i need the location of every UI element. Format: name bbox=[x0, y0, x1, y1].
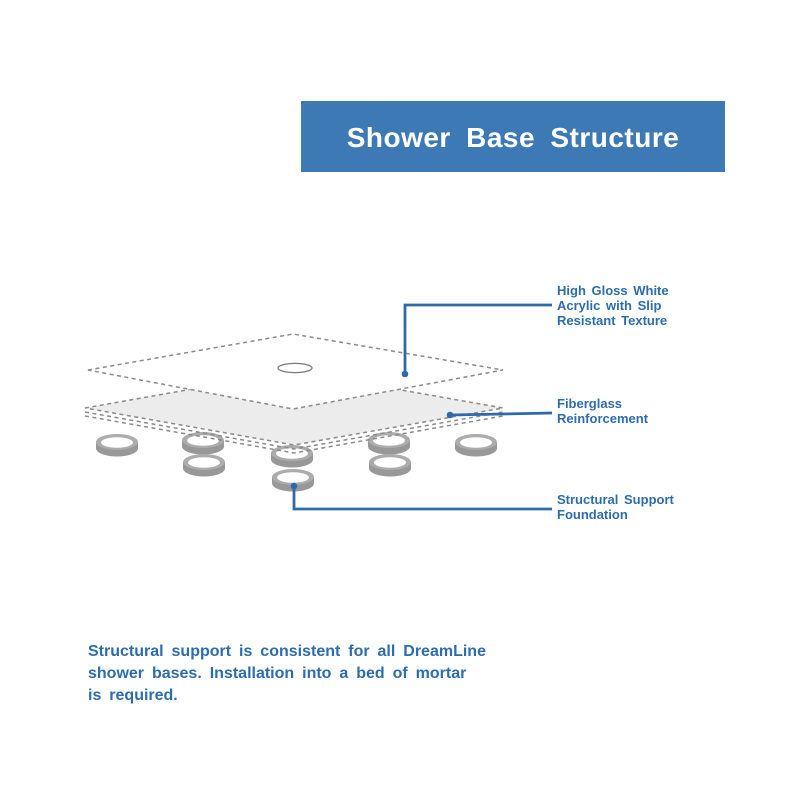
foundation-label-line: Foundation bbox=[557, 507, 628, 523]
support-ring bbox=[455, 434, 497, 457]
acrylic-callout-dot bbox=[402, 371, 409, 378]
title-banner bbox=[301, 101, 725, 172]
support-ring bbox=[183, 454, 225, 477]
acrylic-label-line: High Gloss White bbox=[557, 283, 669, 298]
support-ring bbox=[96, 434, 138, 457]
foundation-callout-dot bbox=[291, 483, 298, 490]
footer-note-line: Structural support is consistent for all DreamLine bbox=[88, 643, 486, 660]
acrylic-label bbox=[557, 283, 669, 329]
acrylic-label-line: Acrylic with Slip bbox=[557, 298, 662, 314]
footer-note-line: is required. bbox=[88, 687, 178, 704]
fiberglass-label-line: Reinforcement bbox=[557, 411, 649, 427]
page-title: Shower Base Structure bbox=[346, 121, 680, 153]
acrylic-label-line: Resistant Texture bbox=[557, 313, 668, 329]
foundation-label bbox=[557, 492, 674, 522]
foundation-callout-line bbox=[294, 486, 552, 509]
support-ring bbox=[182, 432, 224, 455]
fiberglass-label-line: Fiberglass bbox=[557, 396, 623, 411]
fiberglass-callout-dot bbox=[447, 412, 454, 419]
foundation-label-line: Structural Support bbox=[557, 492, 674, 507]
footer-note bbox=[88, 641, 486, 707]
support-ring bbox=[369, 454, 411, 477]
shower-base-diagram bbox=[55, 275, 565, 575]
fiberglass-label bbox=[557, 396, 648, 426]
drain-hole bbox=[278, 363, 312, 372]
footer-note-line: shower bases. Installation into a bed of mortar bbox=[88, 665, 467, 682]
fiberglass-callout-line bbox=[450, 413, 552, 415]
